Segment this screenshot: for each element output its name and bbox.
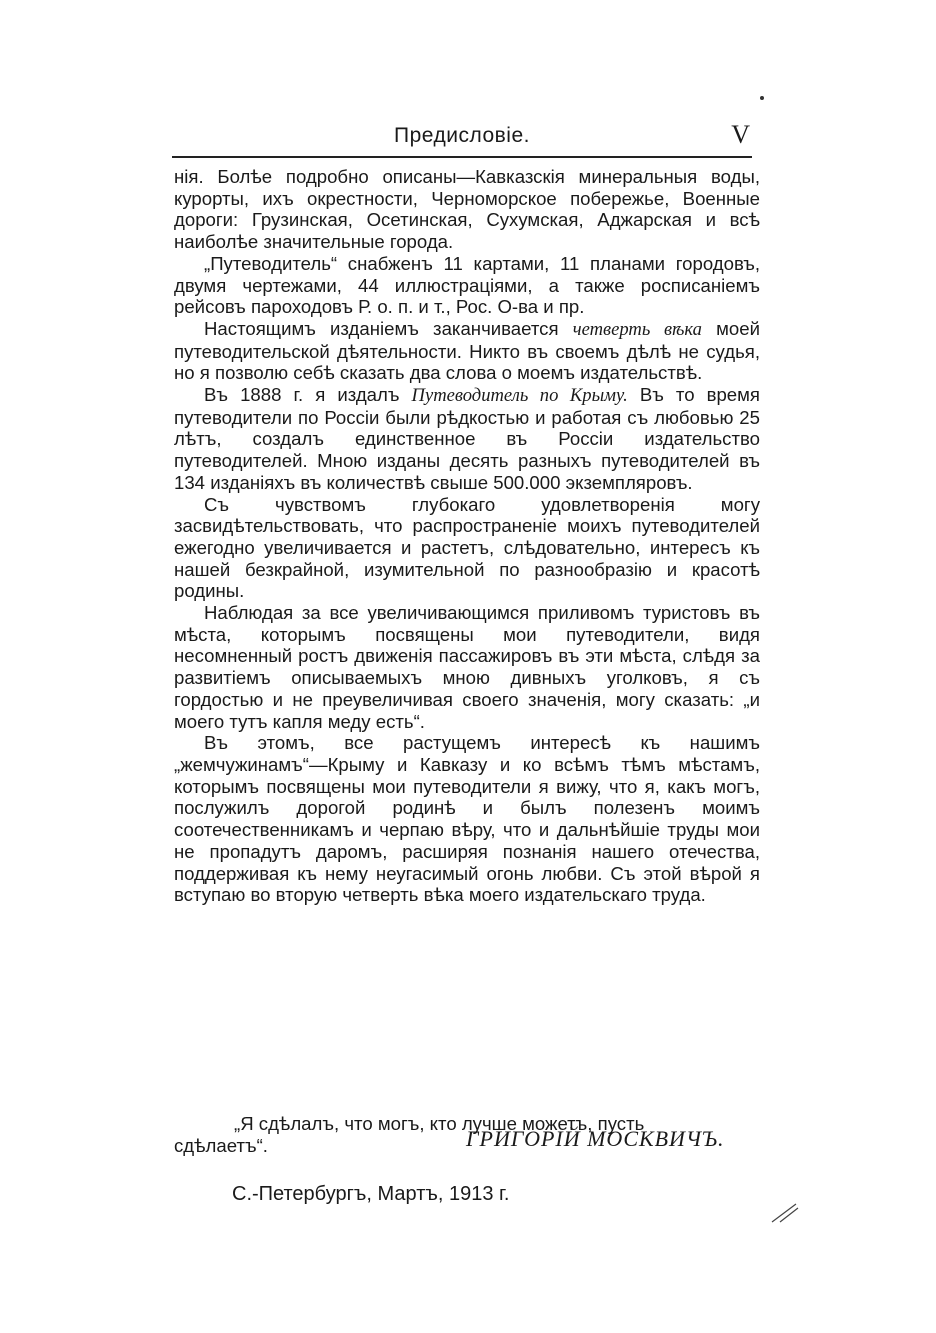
paragraph-3-end: моей путеводительской дѣятельности. Никто въ своемъ дѣлѣ не судья, но я позволю себѣ сказать два слова о моемъ издательствѣ. — [174, 317, 760, 384]
paragraph-2: „Путеводитель“ снабженъ 11 картами, 11 планами городовъ, двумя чертежами, 44 иллюстраціями, а также росписаніемъ рейсовъ пароходовъ Р. о. п. и т., Рос. О-ва и пр. — [174, 252, 760, 318]
paragraph-3-start: Настоящимъ изданіемъ заканчивается — [204, 317, 573, 339]
speck-mark — [760, 96, 764, 100]
paragraph-6: Наблюдая за все увеличивающимся приливомъ туристовъ въ мѣста, которымъ посвящены мои путеводители, видя несомненный ростъ движенія пассажировъ въ эти мѣста, слѣдя за развитіемъ описываемыхъ мною дивныхъ уголковъ, я съ гордостью и не преувеличивая своего значенія, могу сказать: „и моего тутъ капля меду есть“. — [174, 602, 760, 732]
paragraph-4-end: Въ то время путеводители по Россіи были рѣдкостью и работая съ любовью 25 лѣтъ, создалъ единственное въ Россіи издательство путеводителей. Мною изданы десять разныхъ путеводителей въ 134 изданіяхъ въ количествѣ свыше 500.000 экземпляровъ. — [174, 384, 760, 493]
paragraph-4-book-title: Путеводитель по Крыму. — [411, 385, 628, 407]
page-number: V — [731, 120, 750, 149]
paragraph-3 — [174, 318, 760, 384]
closing-quote-line-1: „Я сдѣлалъ, что могъ, кто лучше можетъ, пусть — [234, 1113, 645, 1134]
paragraph-4 — [174, 384, 760, 494]
header-title: Предисловіе. — [394, 124, 530, 147]
running-header — [172, 120, 752, 158]
paragraph-7: Въ этомъ, все растущемъ интересѣ къ нашимъ „жемчужинамъ“—Крыму и Кавказу и ко всѣмъ тѣмъ мѣстамъ, которымъ посвящены мои путеводители я вижу, что я, какъ могъ, послужилъ дорогой родинѣ и былъ полезенъ моимъ соотечественникамъ и черпаю вѣру, что и дальнѣйшіе труды мои не пропадутъ даромъ, расширяя познанія нашего отечества, поддерживая къ нему неугасимый огонь любви. Съ этой вѣрой я вступаю во вторую четверть вѣка моего издательскаго труда. — [174, 732, 760, 906]
paragraph-5: Съ чувствомъ глубокаго удовлетворенія могу засвидѣтельствовать, что распространеніе моихъ путеводителей ежегодно увеличивается и растетъ, слѣдовательно, интересъ къ нашей безкрайной, изумительной по разнообразію и красотѣ родины. — [174, 493, 760, 602]
author-signature: ГРИГОРІЙ МОСКВИЧЪ. — [466, 1126, 725, 1151]
place-date: С.-Петербургъ, Мартъ, 1913 г. — [232, 1183, 510, 1205]
pencil-mark-icon — [770, 1200, 800, 1226]
paragraph-3-emphasis: четверть вѣка — [572, 318, 702, 340]
body-text — [174, 166, 760, 906]
paragraph-1: нія. Болѣе подробно описаны—Кавказскія минеральныя воды, курорты, ихъ окрестности, Черноморское побережье, Военные дороги: Грузинская, Осетинская, Сухумская, Аджарская и всѣ наиболѣе значительные города. — [174, 166, 760, 253]
paragraph-4-start: Въ 1888 г. я издалъ — [204, 384, 412, 406]
closing-quote-line-2: сдѣлаетъ“. — [174, 1134, 268, 1156]
